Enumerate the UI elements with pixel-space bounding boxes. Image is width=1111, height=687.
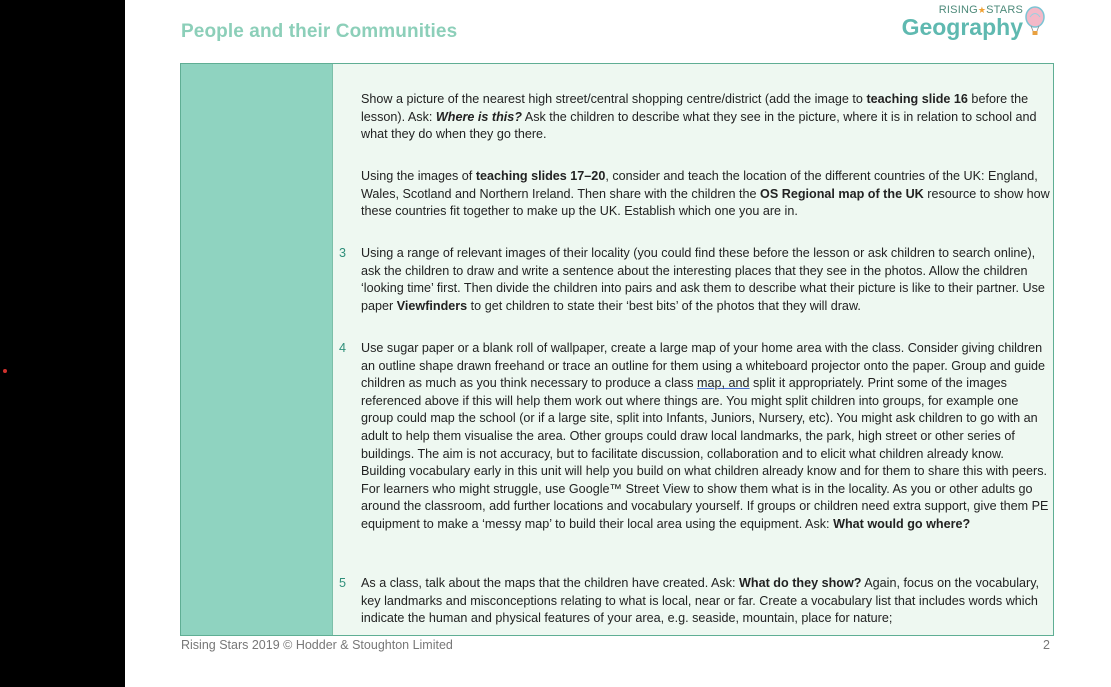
document-page (125, 0, 1111, 687)
paragraph-intro-high-street (361, 91, 1051, 144)
hot-air-balloon-icon (1023, 6, 1047, 36)
paragraph-step-5 (339, 575, 1051, 628)
text-segment: Use sugar paper or a blank roll of wallpaper, create a large map of your home area with the class. Consider giving children an outline shape drawn freehand or trace an outline for them using a whiteboard projector onto the paper. Group and guide children as much as you think necessary to produce a class (361, 341, 1046, 391)
text-segment: Where is this? (435, 109, 522, 124)
text-segment: Ask the children to describe what they see in the picture, where it is in relation to school and what they do when they go there. (361, 109, 1037, 142)
step-number: 5 (339, 576, 347, 590)
brand-logo (902, 4, 1023, 39)
paragraph-step-3 (339, 245, 1051, 315)
text-segment: What would go where? (833, 516, 971, 531)
footer-copyright: Rising Stars 2019 © Hodder & Stoughton Limited (181, 638, 453, 652)
text-segment: Again, focus on the vocabulary, key landmarks and misconceptions relating to what is local, near or far. Create a vocabulary list that includes words which indicate the human and physical features of your area, e.g. seaside, mountain, place for nature; (361, 576, 1040, 626)
text-column (333, 64, 1053, 635)
text-segment: Using the images of (361, 169, 476, 183)
text-segment: to get children to state their ‘best bits’ of the photos that they will draw. (467, 298, 861, 313)
side-column (181, 64, 333, 635)
text-segment: OS Regional map of the UK (760, 186, 924, 201)
text-segment: Viewfinders (396, 298, 468, 313)
text-segment: teaching slides 17–20 (475, 169, 606, 183)
cursor-dot (3, 369, 7, 373)
text-segment: resource to show how these countries fit together to make up the UK. Establish which one you are in. (361, 186, 1050, 219)
text-segment: before the lesson). Ask: (361, 92, 1029, 124)
brand-top-word-1: RISING (938, 4, 978, 16)
text-segment: teaching slide 16 (866, 92, 968, 106)
brand-main-text: Geography (901, 14, 1023, 40)
text-segment: As a class, talk about the maps that the children have created. Ask: (361, 576, 740, 590)
text-segment: Using a range of relevant images of their locality (you could find these before the lesson or ask children to search online), ask the children to draw and write a sentence about the interesting places that they see in the photos. Allow the children ‘looking time’ first. Then divide the children into pairs and ask them to describe what their picture is like to their partner. Use paper (361, 246, 1045, 313)
page-number: 2 (1043, 638, 1050, 652)
step-number: 3 (339, 246, 347, 260)
page-title: People and their Communities (181, 21, 458, 42)
lesson-content-box (180, 63, 1054, 636)
paragraph-uk-countries (361, 168, 1051, 221)
text-segment: split it appropriately. Print some of the images referenced above if this will help them work out where things are. You might split children into groups, for example one group could map the school (or if a large site, split into Infants, Juniors, Nursery, etc). You might ask children to go with an adult to help them visualise the area. Other groups could draw local landmarks, the park, high street or other series of buildings. The aim is not accuracy, but to facilitate discussion, collaboration and to elicit what children already know. Building vocabulary early in this unit will help you build on what children already know and for them to share this with peers. For learners who might struggle, use Google™ Street View to show them what is in the locality. As you or other adults go around the classroom, add further locations and vocabulary yourself. If groups or children need extra support, give them PE equipment to make a ‘messy map’ to build their local area using the equipment. Ask: (361, 376, 1049, 531)
text-segment: What do they show? (739, 576, 862, 590)
text-segment: Show a picture of the nearest high street/central shopping centre/district (add the image to (361, 92, 867, 106)
star-icon: ★ (977, 5, 987, 15)
text-segment: map, and (697, 376, 750, 391)
text-segment: , consider and teach the location of the different countries of the UK: England, Wales, Scotland and Northern Ireland. Then share with the children the (361, 169, 1038, 201)
left-black-margin (0, 0, 125, 687)
brand-top-word-2: STARS (986, 4, 1023, 16)
step-number: 4 (339, 341, 347, 355)
paragraph-step-4 (339, 340, 1051, 534)
